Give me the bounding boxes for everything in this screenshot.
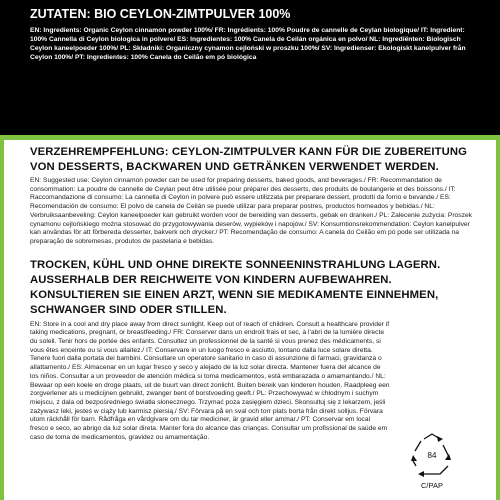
usage-heading: VERZEHREMPFEHLUNG: CEYLON-ZIMTPULVER KANN FÜR DIE ZUBEREITUNG VON DESSERTS, BACKWAREN UND GETRÄNKEN VERWENDET WERDEN. [30,146,468,173]
recycling-icon [402,430,462,492]
recycle-code: C/PAP [421,481,443,490]
ingredients-translations: EN: Ingredients: Organic Ceylon cinnamon powder 100%/ FR: Ingrédients: 100% Poudre de cannelle de Ceylan biologique/ IT: Ingredient: 100% Cannella di Ceylon biologica in polvere/ ES: Ingredientes: 100% Canela de Ceilán orgánica en polvo/ NL: Ingrediënten: Biologisch Ceylon kaneelpoeder 100%/ PL: Składniki: Organiczny cynamon cejloński w proszku 100%/ SV: Ingredienser: Ekologiskt kanelpulver från Ceylon 100%/ PT: Ingredientes: 100% Canela do Ceilão em pó biológica [30,27,466,61]
usage-translations: EN: Suggested use: Ceylon cinnamon powder can be used for preparing desserts, baked goods, and beverages./ FR: Recommandation de consommation: La poudre de cannelle de Ceylan peut être utilisée pour préparer des desserts, des produits de boulangerie et des boissons./ IT: Raccomandazione di consumo: La cannella di Ceylon in polvere può essere utilizzata per preparare dessert, prodotti da forno e bevande./ ES: Recomendación de consumo: El polvo de canela de Ceilán se puede utilizar para preparar postres, productos horneados y bebidas./ NL: Verbruiksaanbeveling: Ceylon kaneelpoeder kan gebruikt worden voor de bereiding van desserts, gebak en dranken./ PL: Zalecenie zużycia: Proszek cynamonu cejlońskiego można stosować do przygotowywania deserów, wypieków i napojów./ SV: Konsumtionsrekommendation: Ceylon kanelpulver kan användas för att förbereda desserter, bakverk och drycker./ PT: Recomendação de consumo: A canela do Ceilão em pó pode ser utilizada na preparação de sobremesas, produtos de pastelaria e bebidas. [30,177,473,245]
ingredients-header [0,0,500,135]
ingredients-title: ZUTATEN: BIO CEYLON-ZIMTPULVER 100% [30,7,291,21]
storage-heading: TROCKEN, KÜHL UND OHNE DIREKTE SONNEENINSTRAHLUNG LAGERN. AUSSERHALB DER REICHWEITE VON KINDERN AUFBEWAHREN. KONSULTIEREN SIE EINEN ARZT, WENN SIE MEDIKAMENTE EINNEHMEN, SCHWANGER SIND ODER STILLEN. [30,258,441,316]
info-panel [4,140,496,500]
storage-translations: EN: Store in a cool and dry place away from direct sunlight. Keep out of reach of children. Consult a healthcare provider if taking medications, pregnant, or breastfeeding./ FR: Conserver dans un endroit frais et sec, à l'abri de la lumière directe du soleil. Tenir hors de portée des enfants. Consultez un professionnel de la santé si vous prenez des médicaments, si vous êtes enceinte ou si vous allaitez./ IT: Conservare in un luogo fresco e asciutto, lontano dalla luce solare diretta. Tenere fuori dalla portata dei bambini. Consultare un operatore sanitario in caso di assunzione di farmaci, gravidanza o allattamento./ ES: Almacenar en un lugar fresco y seco y alejado de la luz solar directa. Mantener fuera del alcance de los niños. Consultar a un proveedor de atención médica si toma medicamentos, está embarazada o amamantando./ NL: Bewaar op een koele en droge plaats, uit de buurt van direct zonlicht. Buiten bereik van kinderen houden. Raadpleeg een zorgverlener als u medicijnen gebruikt, zwanger bent of borstvoeding geeft./ PL: Przechowywać w chłodnym i suchym miejscu, z dala od bezpośredniego światła słonecznego. Trzymać poza zasięgiem dzieci. Skonsultuj się z lekarzem, jeśli zażywasz leki, jesteś w ciąży lub karmisz piersią./ SV: Förvara på en sval och torr plats borta från direkt solljus. Förvara utom räckhåll för barn. Rådfråga en vårdgivare om du tar mediciner, är gravid eller ammar./ PT: Conservar em local fresco e seco, ao abrigo da luz solar direta. Manter fora do alcance das crianças. Consultar um profissional de saúde em caso de toma de medicamentos, gravidez ou amamentação. [30,320,390,441]
recycle-number: 84 [427,451,437,460]
